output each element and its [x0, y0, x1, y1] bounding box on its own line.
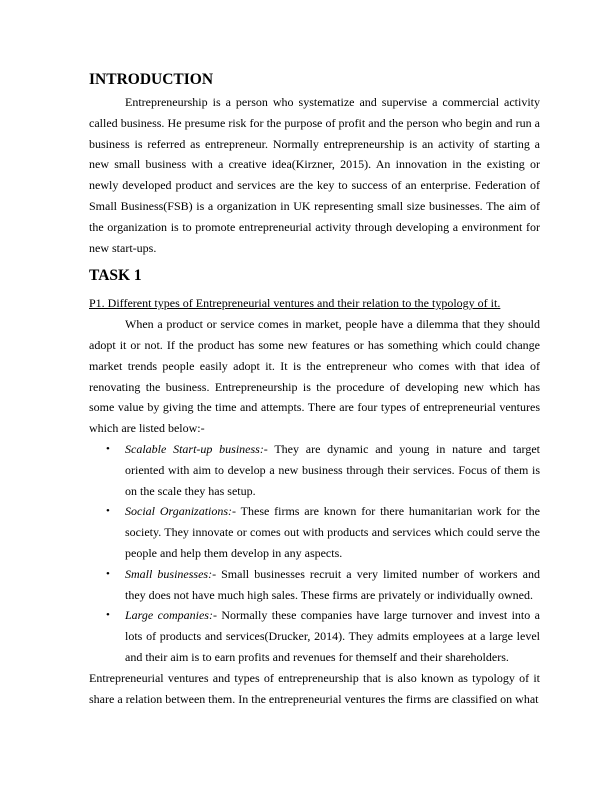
introduction-paragraph: Entrepreneurship is a person who systematize and supervise a commercial activity called business. He presume risk for the purpose of profit and the person who begin and run a business is referred as entrepreneur. Normally entrepreneurship is an activity of starting a new small business with a creative idea(Kirzner, 2015). An innovation in the existing or newly developed product and services are the key to success of an enterprise. Federation of Small Business(FSB) is a organization in UK representing small size businesses. The aim of the organization is to promote entrepreneurial activity through developing a environment for new start-ups.: [89, 95, 540, 255]
list-item-social-organizations: [89, 501, 540, 563]
list-item-term: Social Organizations:-: [125, 504, 237, 519]
bullet-icon: •: [106, 442, 110, 455]
typology-paragraph: Entrepreneurial ventures and types of entrepreneurship that is also known as typology of it share a relation between them. In the entrepreneurial ventures the firms are classified on what: [89, 670, 540, 706]
list-item-scalable-startup: [89, 439, 540, 501]
list-item-term: Small businesses:-: [125, 566, 217, 581]
bullet-icon: •: [106, 567, 110, 580]
p1-subheading: P1. Different types of Entrepreneurial ventures and their relation to the typology of it.: [89, 296, 501, 311]
introduction-heading: INTRODUCTION: [89, 71, 214, 88]
list-item-text: They are dynamic and young in nature and target oriented with aim to develop a new business through their services. Focus of them is on the scale they has setup.: [125, 441, 540, 498]
list-item-term: Large companies:-: [125, 608, 217, 623]
p1-paragraph: When a product or service comes in market, people have a dilemma that they should adopt it or not. If the product has some new features or has something which could change market trends people easily adopt it. It is the entrepreneur who comes with that idea of renovating the business. Entrepreneurship is the procedure of developing new which has some value by giving the time and attempts. There are four types of entrepreneurial ventures which are listed below:-: [89, 317, 540, 436]
venture-types-list: [89, 439, 540, 668]
task-1-heading: TASK 1: [89, 267, 142, 285]
list-item-small-businesses: [89, 564, 540, 606]
list-item-text: These firms are known for there humanitarian work for the society. They innovate or comes out with products and services which could serve the people and help them develop in any aspects.: [125, 504, 540, 560]
list-item-term: Scalable Start-up business:-: [125, 441, 268, 456]
page-content: [89, 70, 540, 709]
bullet-icon: •: [106, 505, 110, 518]
list-item-large-companies: [89, 605, 540, 667]
bullet-icon: •: [106, 609, 110, 622]
list-item-text: Normally these companies have large turnover and invest into a lots of products and services(Drucker, 2014). They admits employees at a large level and their aim is to earn profits and revenues for themself and their shareholders.: [125, 608, 540, 664]
list-item-text: Small businesses recruit a very limited number of workers and they does not have much high sales. These firms are privately or individually owned.: [125, 566, 540, 602]
